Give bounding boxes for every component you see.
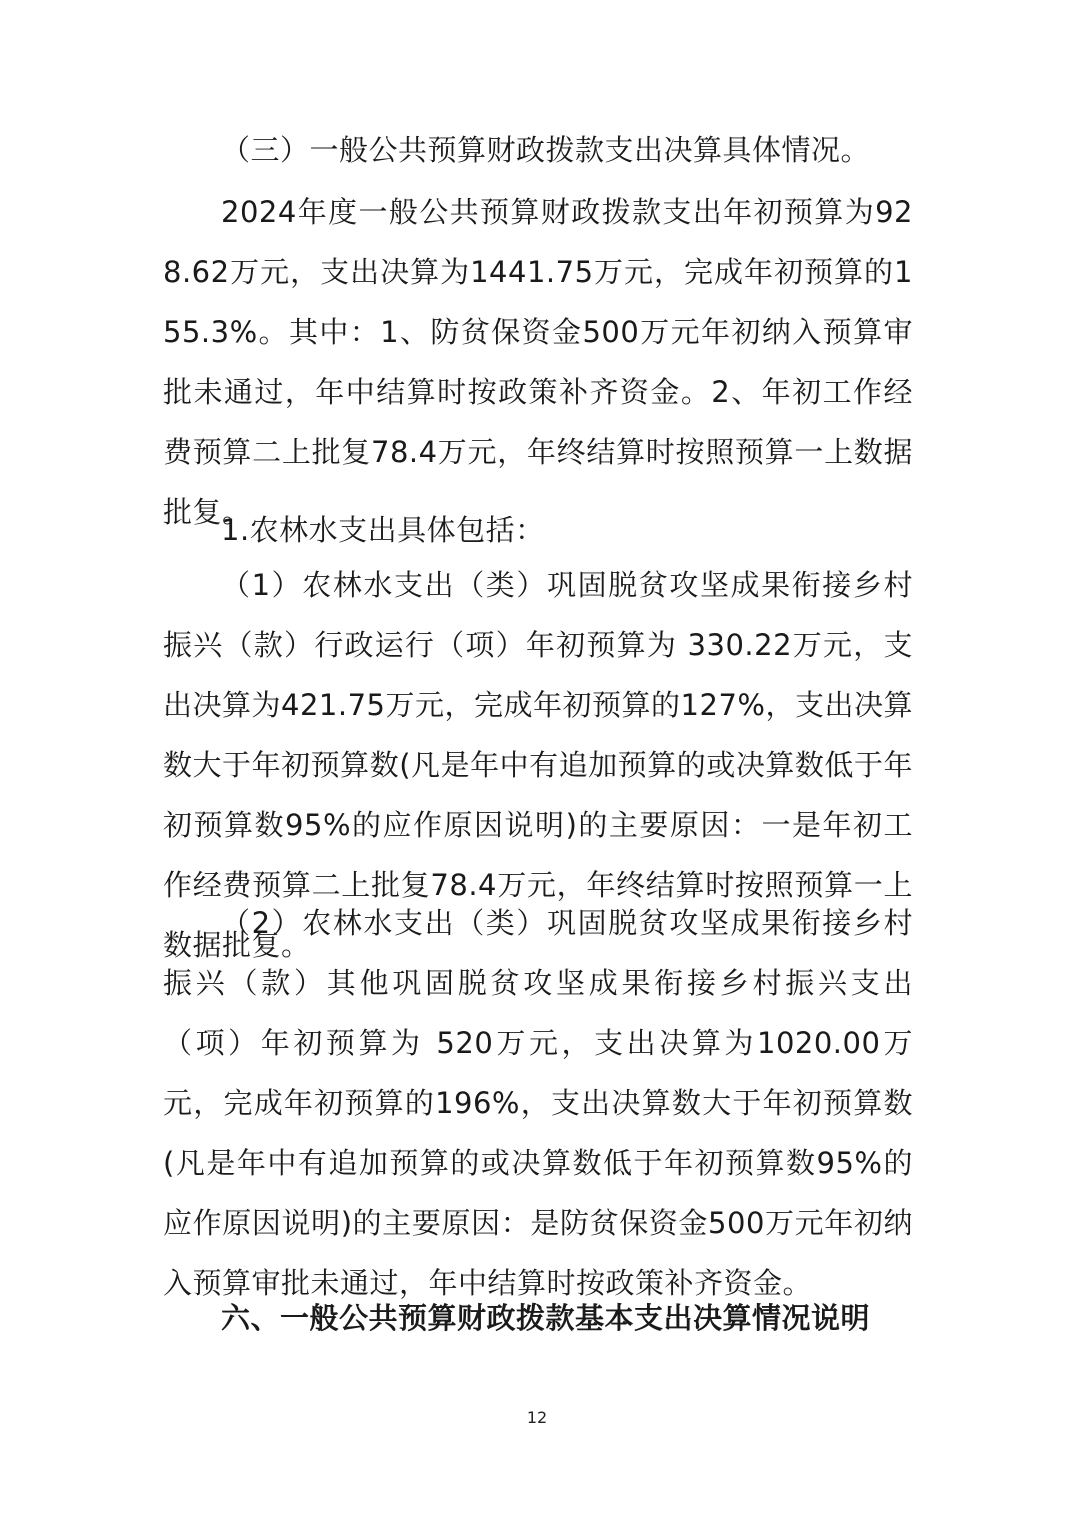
- item-1-1-paragraph: （1）农林水支出（类）巩固脱贫攻坚成果衔接乡村振兴（款）行政运行（项）年初预算为 330.22万元，支出决算为421.75万元，完成年初预算的127%，支出决算数大于年初预算数(凡是年中有追加预算的或决算数低于年初预算数95%的应作原因说明)的主要原因：一是年初工作经费预算二上批复78.4万元，年终结算时按照预算一上数据批复。: [163, 568, 913, 962]
- item-1-heading: 1.农林水支出具体包括：: [221, 513, 545, 547]
- subheading-three: （三）一般公共预算财政拨款支出决算具体情况。: [221, 133, 871, 167]
- page-number: 12: [526, 1408, 548, 1427]
- paragraph-summary: 2024年度一般公共预算财政拨款支出年初预算为928.62万元，支出决算为1441.75万元，完成年初预算的155.3%。其中：1、防贫保资金500万元年初纳入预算审批未通过，年中结算时按政策补齐资金。2、年初工作经费预算二上批复78.4万元，年终结算时按照预算一上数据批复。: [163, 195, 913, 529]
- section-six-title: 六、一般公共预算财政拨款基本支出决算情况说明: [221, 1301, 871, 1335]
- item-1-2-paragraph: （2）农林水支出（类）巩固脱贫攻坚成果衔接乡村振兴（款）其他巩固脱贫攻坚成果衔接乡村振兴支出（项）年初预算为 520万元，支出决算为1020.00万元，完成年初预算的196%，支出决算数大于年初预算数(凡是年中有追加预算的或决算数低于年初预算数95%的应作原因说明)的主要原因：是防贫保资金500万元年初纳入预算审批未通过，年中结算时按政策补齐资金。: [163, 906, 913, 1300]
